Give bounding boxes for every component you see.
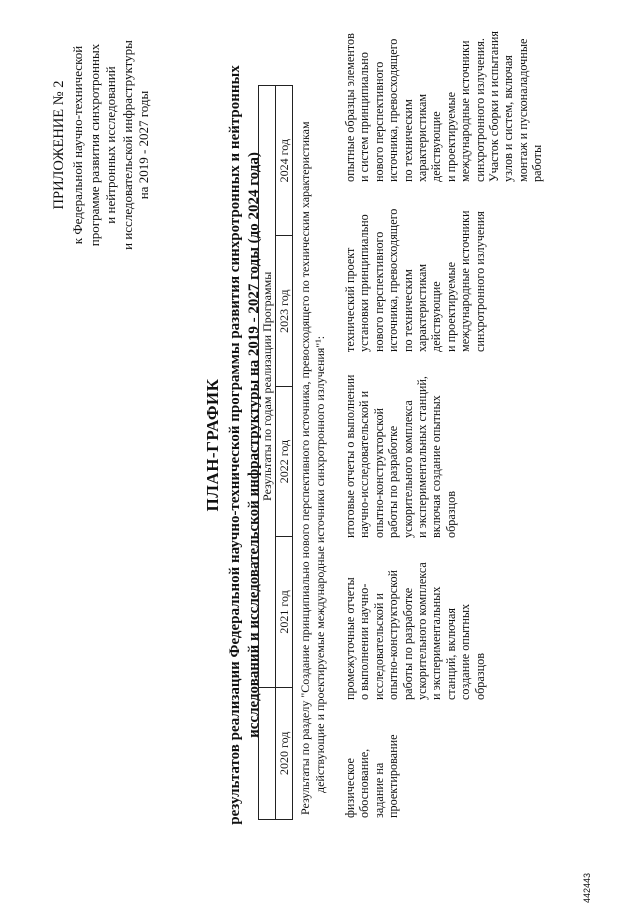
result-line: опытно-конструкторской: [386, 569, 401, 700]
result-2020: [343, 734, 401, 818]
result-line: промежуточные отчеты: [343, 577, 357, 700]
year-cell: 2020 год: [276, 687, 293, 819]
result-line: источника, превосходящего: [386, 38, 401, 182]
result-line: источника, превосходящего: [386, 208, 401, 352]
result-line: синхротронного излучения.: [472, 38, 487, 182]
result-line: характеристикам: [415, 93, 430, 182]
result-line: станций, включая: [443, 607, 458, 700]
result-line: синхротронного излучения: [472, 211, 487, 352]
section-intro: [298, 85, 327, 815]
year-cell: 2024 год: [276, 86, 293, 236]
result-2021: [343, 562, 487, 700]
result-line: Участок сборки и испытания: [487, 31, 502, 182]
title-line-1: результатов реализации Федеральной научно-технической программы развития синхротронных и нейтронных: [227, 65, 243, 825]
result-line: о выполнении научно-: [357, 583, 372, 700]
title-line-2: исследований и исследовательской инфраструктуры на 2019 - 2027 годы (до 2024 года): [246, 152, 262, 738]
result-2022: [343, 375, 458, 538]
appendix-line: программе развития синхротронных: [86, 43, 102, 247]
year-cell: 2023 год: [276, 236, 293, 386]
result-2023: [343, 209, 487, 352]
result-line: образцов: [472, 653, 487, 700]
result-line: узлов и систем, включая: [501, 55, 516, 182]
intro-line-2: действующие и проектируемые международные источники синхротронного излучения"¹:: [312, 335, 327, 793]
result-line: исследовательской и: [371, 593, 386, 700]
result-line: и систем принципиально: [357, 52, 372, 182]
result-line: научно-исследовательской и: [357, 390, 372, 538]
years-table: [258, 85, 293, 820]
result-2024: [343, 31, 545, 182]
title-main: ПЛАН-ГРАФИК: [203, 378, 222, 512]
document-code: 442443: [582, 872, 592, 903]
result-line: работы: [530, 144, 545, 182]
appendix-line: на 2019 - 2027 годы: [136, 90, 151, 200]
result-line: и проектируемые: [443, 261, 458, 352]
appendix-block: [48, 25, 153, 265]
appendix-line: и исследовательской инфраструктуры: [119, 40, 135, 250]
result-line: опытно-конструкторской: [371, 407, 386, 538]
result-line: опытные образцы элементов: [343, 33, 357, 182]
result-line: технический проект: [343, 247, 357, 352]
result-line: установки принципиально: [357, 214, 372, 352]
results-row: [343, 20, 583, 820]
result-line: действующие: [429, 281, 444, 352]
result-line: действующие: [429, 111, 444, 182]
result-line: создание опытных: [458, 603, 473, 700]
result-line: обоснование,: [357, 748, 372, 818]
result-line: итоговые отчеты о выполнении: [343, 374, 357, 538]
result-line: международные источники: [458, 40, 473, 182]
table-group-row: [259, 86, 276, 820]
result-line: и экспериментальных станций,: [415, 376, 430, 538]
result-line: характеристикам: [415, 263, 430, 352]
result-line: и экспериментальных: [429, 586, 444, 700]
result-line: проектирование: [386, 734, 401, 818]
result-line: ускорительного комплекса: [400, 400, 415, 538]
result-line: нового перспективного: [371, 231, 386, 352]
result-line: задание на: [371, 762, 386, 818]
appendix-heading: ПРИЛОЖЕНИЕ № 2: [51, 80, 67, 210]
result-line: по техническим: [400, 99, 415, 182]
appendix-line: и нейтронных исследований: [103, 66, 118, 224]
appendix-line: к Федеральной научно-технической: [70, 45, 85, 245]
result-line: монтаж и пусконаладочные: [515, 38, 530, 182]
intro-line-1: Результаты по разделу "Создание принципиально нового перспективного источника, превосходящего по техническим характеристикам: [298, 121, 312, 815]
table-group-header: Результаты по годам реализации Программы: [259, 86, 276, 688]
result-line: физическое: [343, 758, 357, 818]
table-year-row: [276, 86, 293, 820]
result-line: работы по разработке: [400, 587, 415, 700]
result-line: нового перспективного: [371, 61, 386, 182]
year-cell: 2021 год: [276, 537, 293, 687]
table-corner-cell: [259, 687, 276, 819]
result-line: работы по разработке: [386, 425, 401, 538]
result-line: по техническим: [400, 269, 415, 352]
result-line: и проектируемые: [443, 91, 458, 182]
document-title: [200, 55, 264, 835]
result-line: образцов: [443, 491, 458, 538]
result-line: включая создание опытных: [429, 395, 444, 538]
result-line: ускорительного комплекса: [415, 562, 430, 700]
year-cell: 2022 год: [276, 386, 293, 536]
result-line: международные источники: [458, 210, 473, 352]
